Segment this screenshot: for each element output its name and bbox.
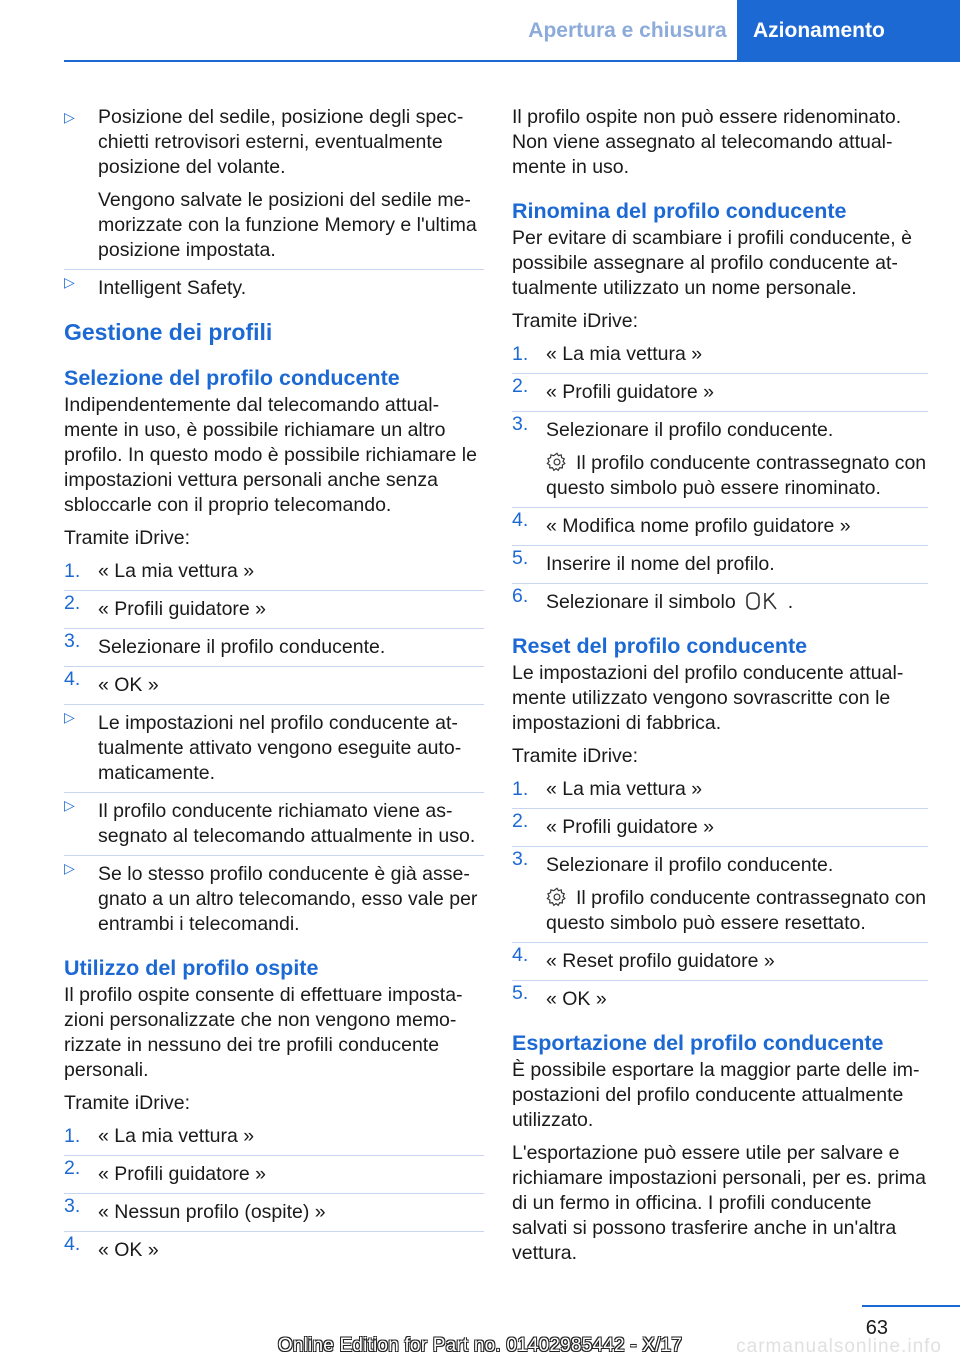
step-text: « La mia vettura » xyxy=(98,560,255,582)
note-text: Le impostazioni nel profilo conducente attualmente attivato vengono eseguite automaticamente. xyxy=(98,712,462,784)
paragraph-tramite: Tramite iDrive: xyxy=(64,527,191,549)
step-number: 4. xyxy=(64,668,81,690)
list-item xyxy=(64,1193,484,1225)
left-column xyxy=(64,105,484,1271)
list-item xyxy=(64,1155,484,1187)
list-item xyxy=(64,704,484,786)
edition-note: Online Edition for Part no. 01402985442 - X/17 xyxy=(277,1335,683,1356)
step-number: 4. xyxy=(64,1233,81,1255)
page-header xyxy=(0,0,960,62)
bullet-list-top xyxy=(64,105,484,301)
step-text: « Profili guidatore » xyxy=(98,1163,267,1185)
step-number: 1. xyxy=(512,343,529,365)
right-column xyxy=(512,105,928,1274)
step-number: 3. xyxy=(64,630,81,652)
step-text: « Reset profilo guidatore » xyxy=(546,950,775,972)
list-item xyxy=(64,1124,484,1149)
paragraph-ospite: Il profilo ospite consente di effettuare impostazioni personalizzate che non vengono memorizzate in nessuno dei tre profili conducente personali. xyxy=(64,984,463,1081)
gear-icon xyxy=(546,451,568,473)
step-text: « La mia vettura » xyxy=(546,778,703,800)
step-text: « OK » xyxy=(546,988,607,1010)
footer-rule xyxy=(862,1305,960,1307)
step-text: « La mia vettura » xyxy=(546,343,703,365)
list-item xyxy=(64,792,484,849)
heading-ospite: Utilizzo del profilo ospite xyxy=(64,956,319,980)
list-item xyxy=(64,1231,484,1263)
paragraph-tramite: Tramite iDrive: xyxy=(64,1092,191,1114)
step-text: Selezionare il simbolo xyxy=(546,591,736,613)
watermark: carmanualsonline.info xyxy=(736,1336,942,1357)
triangle-right-icon: ▷ xyxy=(64,109,75,125)
paragraph-rinomina: Per evitare di scambiare i profili conducente, è possibile assegnare al profilo conducente attualmente utilizzato un nome personale. xyxy=(512,227,912,299)
step-text: « Profili guidatore » xyxy=(546,816,715,838)
list-item xyxy=(64,855,484,937)
step-number: 1. xyxy=(64,560,81,582)
step-number: 1. xyxy=(64,1125,81,1147)
step-text: « La mia vettura » xyxy=(98,1125,255,1147)
paragraph-selezione: Indipendentemente dal telecomando attualmente in uso, è possibile richiamare un altro profilo. In questo modo è possibile richiamare le impostazioni vettura personali anche senza sbloccarle con il proprio telecomando. xyxy=(64,394,477,516)
list-item xyxy=(512,583,928,615)
list-item xyxy=(512,507,928,539)
heading-export: Esportazione del profilo conducente xyxy=(512,1031,884,1055)
note-text: Se lo stesso profilo conducente è già assegnato a un altro telecomando, esso vale per entrambi i telecomandi. xyxy=(98,863,478,935)
step-subtext xyxy=(546,886,928,936)
steps-selezione xyxy=(64,559,484,937)
list-item xyxy=(512,342,928,367)
list-item xyxy=(64,105,484,263)
step-number: 2. xyxy=(64,592,81,614)
list-item xyxy=(512,980,928,1012)
heading-gestione: Gestione dei profili xyxy=(64,319,273,345)
step-number: 5. xyxy=(512,982,529,1004)
list-item xyxy=(512,808,928,840)
step-number: 3. xyxy=(512,413,529,435)
step-text-end: . xyxy=(787,591,794,613)
step-subtext-label: Il profilo conducente contrassegnato con questo simbolo può essere resettato. xyxy=(546,887,927,934)
step-text: « Nessun profilo (ospite) » xyxy=(98,1201,326,1223)
step-number: 6. xyxy=(512,585,529,607)
step-text: « OK » xyxy=(98,674,159,696)
step-text: « Profili guidatore » xyxy=(546,381,715,403)
list-item-text: Posizione del sedile, posizione degli specchietti retrovisori esterni, eventualmente posizione del volante. xyxy=(98,106,464,178)
step-text-with-symbol xyxy=(546,590,928,615)
step-number: 2. xyxy=(64,1157,81,1179)
list-item xyxy=(512,373,928,405)
list-item xyxy=(512,846,928,936)
step-text: Inserire il nome del profilo. xyxy=(546,553,775,575)
step-text: Selezionare il profilo conducente. xyxy=(98,636,386,658)
list-item xyxy=(512,411,928,501)
paragraph-tramite: Tramite iDrive: xyxy=(512,745,639,767)
paragraph-export-1: È possibile esportare la maggior parte delle impostazioni del profilo conducente attualmente utilizzato. xyxy=(512,1059,920,1131)
triangle-right-icon: ▷ xyxy=(64,797,75,813)
step-number: 2. xyxy=(512,810,529,832)
list-item xyxy=(512,942,928,974)
steps-reset xyxy=(512,777,928,1012)
header-tab-section[interactable]: Apertura e chiusura xyxy=(528,19,727,42)
triangle-right-icon: ▷ xyxy=(64,860,75,876)
step-number: 4. xyxy=(512,509,529,531)
list-item xyxy=(512,545,928,577)
heading-rinomina: Rinomina del profilo conducente xyxy=(512,199,847,223)
ok-symbol-icon xyxy=(744,591,780,611)
list-item-text: Intelligent Safety. xyxy=(98,277,247,299)
list-item xyxy=(512,777,928,802)
triangle-right-icon: ▷ xyxy=(64,709,75,725)
list-item-subtext: Vengono salvate le posizioni del sedile memorizzate con la funzione Memory e l'ultima posizione impostata. xyxy=(98,189,477,261)
step-number: 1. xyxy=(512,778,529,800)
list-item xyxy=(64,590,484,622)
paragraph-ospite-cont: Il profilo ospite non può essere ridenominato. Non viene assegnato al telecomando attualmente in uso. xyxy=(512,106,902,178)
steps-rinomina xyxy=(512,342,928,615)
step-subtext-label: Il profilo conducente contrassegnato con questo simbolo può essere rinominato. xyxy=(546,452,927,499)
gear-icon xyxy=(546,886,568,908)
step-subtext xyxy=(546,451,928,501)
step-number: 5. xyxy=(512,547,529,569)
heading-selezione: Selezione del profilo conducente xyxy=(64,366,400,390)
step-text: Selezionare il profilo conducente. xyxy=(546,419,834,441)
paragraph-reset: Le impostazioni del profilo conducente attualmente utilizzato vengono sovrascritte con le impostazioni di fabbrica. xyxy=(512,662,904,734)
page-number: 63 xyxy=(865,1317,888,1339)
header-tab-active[interactable]: Azionamento xyxy=(737,0,960,62)
step-number: 3. xyxy=(512,848,529,870)
list-item xyxy=(64,559,484,584)
step-text: « OK » xyxy=(98,1239,159,1261)
step-text: « Profili guidatore » xyxy=(98,598,267,620)
triangle-right-icon: ▷ xyxy=(64,274,75,290)
paragraph-tramite: Tramite iDrive: xyxy=(512,310,639,332)
header-rule xyxy=(64,60,960,62)
heading-reset: Reset del profilo conducente xyxy=(512,634,808,658)
list-item xyxy=(64,666,484,698)
step-number: 4. xyxy=(512,944,529,966)
step-text: Selezionare il profilo conducente. xyxy=(546,854,834,876)
step-number: 2. xyxy=(512,375,529,397)
note-text: Il profilo conducente richiamato viene assegnato al telecomando attualmente in uso. xyxy=(98,800,476,847)
list-item xyxy=(64,628,484,660)
steps-ospite xyxy=(64,1124,484,1263)
paragraph-export-2: L'esportazione può essere utile per salvare e richiamare impostazioni personali, per es. prima di un fermo in officina. I profili conducente salvati si possono trasferire anche in un'altra vettura. xyxy=(512,1142,927,1264)
step-text: « Modifica nome profilo guidatore » xyxy=(546,515,851,537)
list-item xyxy=(64,269,484,301)
step-number: 3. xyxy=(64,1195,81,1217)
